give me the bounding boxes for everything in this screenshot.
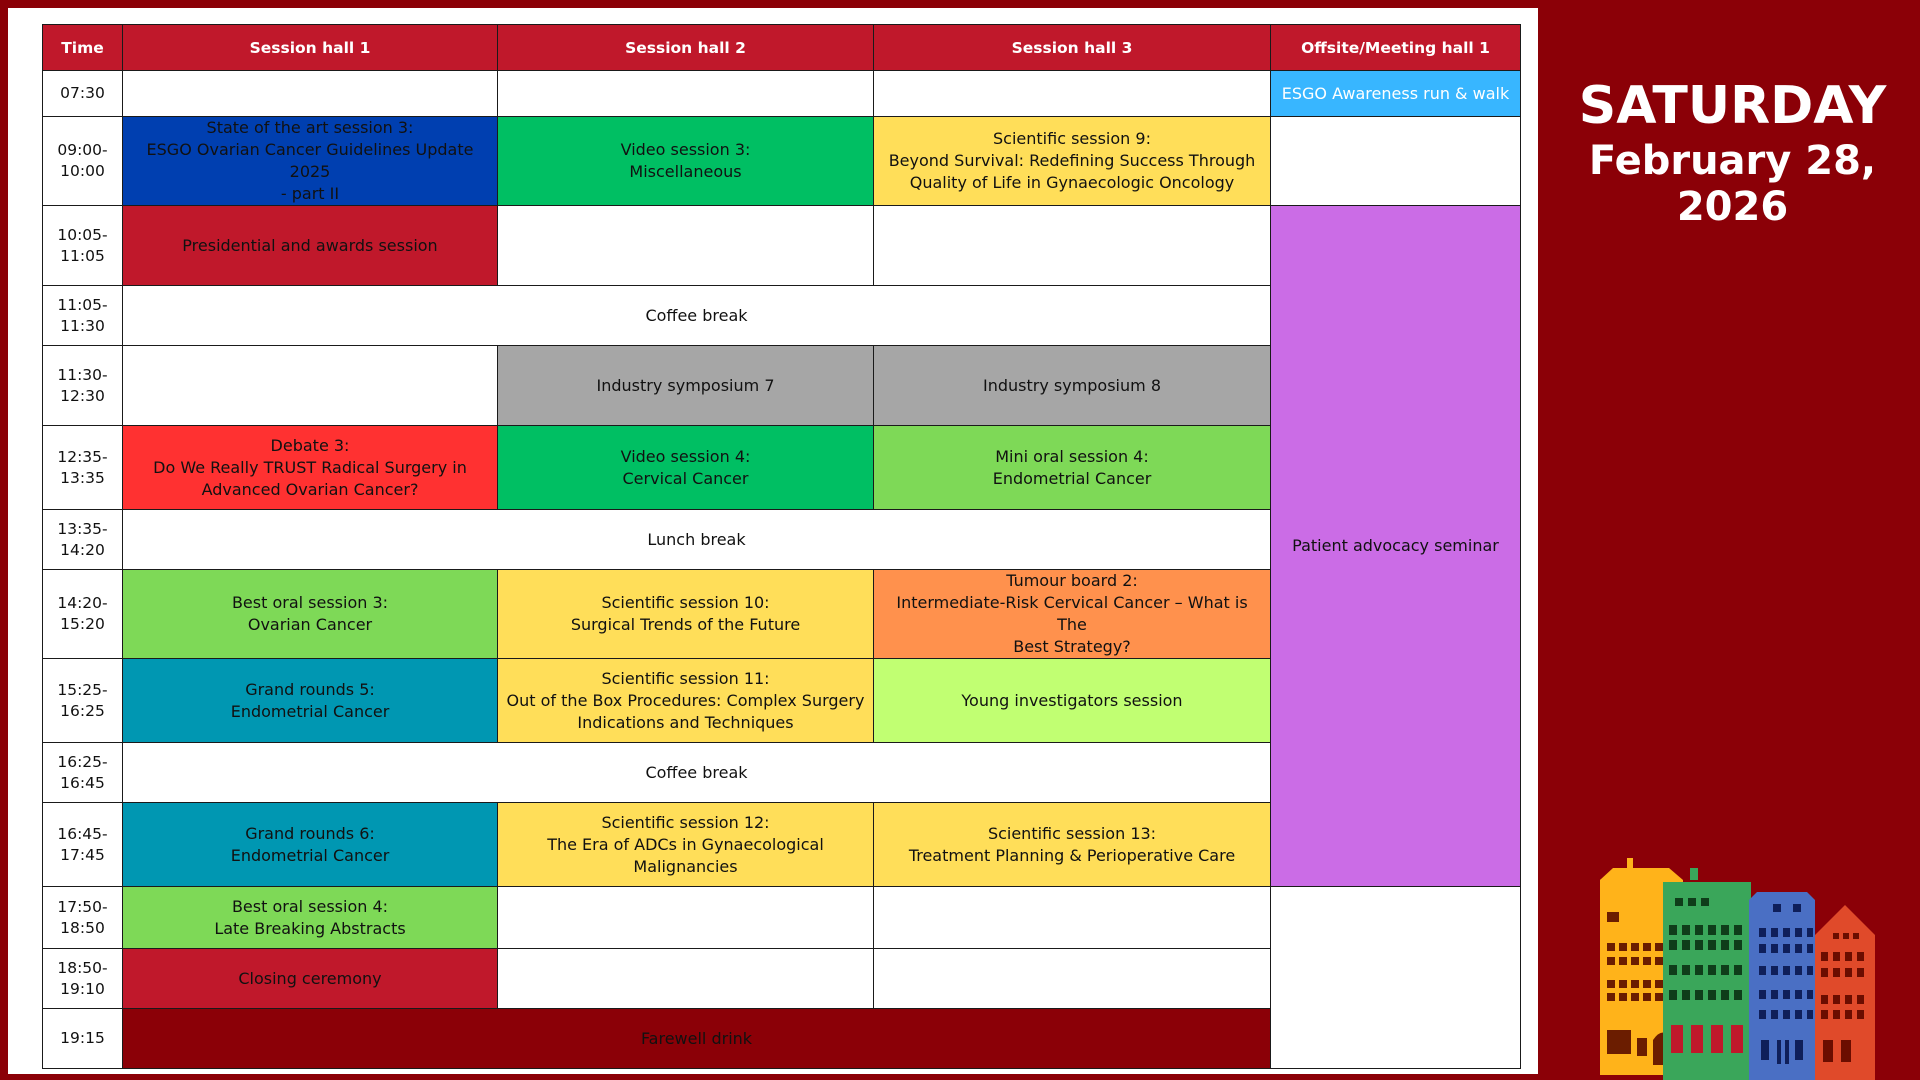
session-cell-presidential-awards[interactable] xyxy=(123,206,498,286)
session-text: The Era of ADCs in Gynaecological xyxy=(547,834,824,854)
table-row xyxy=(43,206,1521,286)
session-text: Scientific session 11: xyxy=(601,668,770,688)
session-text: Treatment Planning & Perioperative Care xyxy=(908,845,1236,865)
session-text: Tumour board 2: xyxy=(1006,571,1138,590)
green-house-icon xyxy=(1663,868,1751,1080)
session-text: Scientific session 10: xyxy=(601,593,770,612)
time-text: 16:45- xyxy=(57,824,108,843)
time-text: 16:25 xyxy=(60,701,105,720)
column-header-session-hall-1: Session hall 1 xyxy=(123,25,498,71)
session-text: Advanced Ovarian Cancer? xyxy=(201,479,419,499)
session-text: Video session 3: xyxy=(620,140,751,159)
time-text: 11:05 xyxy=(60,246,105,265)
session-cell-industry-symposium-8[interactable] xyxy=(874,346,1271,426)
column-header-time: Time xyxy=(43,25,123,71)
session-text: Presidential and awards session xyxy=(182,235,438,255)
session-text: Endometrial Cancer xyxy=(230,701,390,721)
red-house-icon xyxy=(1815,905,1875,1080)
session-cell-best-oral-session-4[interactable] xyxy=(123,887,498,949)
break-cell-coffee xyxy=(123,286,1271,346)
time-text: 18:50 xyxy=(60,918,105,937)
time-text: 16:45 xyxy=(60,773,105,792)
session-text: Late Breaking Abstracts xyxy=(214,918,406,938)
break-cell-coffee xyxy=(123,743,1271,803)
time-text: 18:50- xyxy=(57,958,108,977)
time-cell xyxy=(43,743,123,803)
session-cell-empty xyxy=(874,949,1271,1009)
time-cell xyxy=(43,803,123,887)
time-text: 11:30- xyxy=(57,365,108,384)
session-cell-patient-advocacy-seminar[interactable] xyxy=(1271,206,1521,887)
session-text: Beyond Survival: Redefining Success Through xyxy=(888,151,1256,170)
session-text: Best oral session 3: xyxy=(231,593,389,612)
session-text: Indications and Techniques xyxy=(577,712,794,732)
session-text: Debate 3: xyxy=(270,435,350,455)
column-header-session-hall-2: Session hall 2 xyxy=(498,25,874,71)
time-text: 12:35- xyxy=(57,447,108,466)
table-row xyxy=(43,71,1521,117)
break-text: Coffee break xyxy=(645,305,748,325)
session-text: Grand rounds 5: xyxy=(245,679,375,699)
session-cell-empty xyxy=(498,887,874,949)
session-text: - part II xyxy=(280,184,340,203)
session-text: State of the art session 3: xyxy=(206,118,414,137)
session-cell-grand-rounds-6[interactable] xyxy=(123,803,498,887)
time-text: 12:30 xyxy=(60,386,105,405)
session-cell-grand-rounds-5[interactable] xyxy=(123,659,498,743)
table-row xyxy=(43,887,1521,949)
session-cell-farewell-drink[interactable] xyxy=(123,1009,1271,1069)
session-cell-video-session-4[interactable] xyxy=(498,426,874,510)
header-row xyxy=(43,25,1521,71)
time-cell xyxy=(43,570,123,659)
session-text: Quality of Life in Gynaecologic Oncology xyxy=(909,173,1235,192)
session-text: Endometrial Cancer xyxy=(230,845,390,865)
sidebar xyxy=(1545,0,1920,1080)
session-cell-closing-ceremony[interactable] xyxy=(123,949,498,1009)
time-cell xyxy=(43,206,123,286)
break-text: Coffee break xyxy=(645,762,748,782)
session-cell-scientific-session-12[interactable] xyxy=(498,803,874,887)
session-text: Do We Really TRUST Radical Surgery in xyxy=(153,457,467,477)
session-text: Miscellaneous xyxy=(629,162,742,181)
session-text: Out of the Box Procedures: Complex Surgery xyxy=(506,690,865,710)
session-text: Industry symposium 8 xyxy=(982,375,1161,395)
session-text: Grand rounds 6: xyxy=(245,823,375,843)
session-cell-empty xyxy=(498,206,874,286)
time-text: 17:45 xyxy=(60,845,105,864)
session-text: Best oral session 4: xyxy=(231,896,389,916)
time-cell xyxy=(43,426,123,510)
houses-illustration xyxy=(1545,840,1920,1080)
time-text: 10:00 xyxy=(60,162,105,180)
time-text: 19:15 xyxy=(60,1029,105,1047)
time-text: 15:20 xyxy=(60,615,105,633)
session-cell-best-oral-session-3[interactable] xyxy=(123,570,498,659)
session-text: Intermediate-Risk Cervical Cancer – What is The xyxy=(896,593,1248,634)
blue-house-icon xyxy=(1749,892,1815,1080)
time-text: 10:05- xyxy=(57,225,108,244)
session-text: Cervical Cancer xyxy=(622,468,749,488)
session-cell-scientific-session-10[interactable] xyxy=(498,570,874,659)
time-text: 13:35- xyxy=(57,519,108,538)
session-cell-empty xyxy=(498,71,874,117)
session-text: Closing ceremony xyxy=(238,968,382,988)
time-cell xyxy=(43,346,123,426)
session-cell-empty xyxy=(874,71,1271,117)
time-cell xyxy=(43,1009,123,1069)
time-text: 15:25- xyxy=(57,680,108,699)
session-cell-tumour-board-2[interactable] xyxy=(874,570,1271,659)
session-cell-state-of-the-art-3[interactable] xyxy=(123,117,498,206)
session-cell-scientific-session-13[interactable] xyxy=(874,803,1271,887)
time-text: 16:25- xyxy=(57,752,108,771)
session-text: Endometrial Cancer xyxy=(992,468,1152,488)
session-text: Surgical Trends of the Future xyxy=(570,615,801,634)
session-cell-empty xyxy=(874,206,1271,286)
day-title: SATURDAY xyxy=(1578,76,1887,136)
session-text: Farewell drink xyxy=(640,1028,753,1048)
table-row xyxy=(43,117,1521,206)
session-cell-empty xyxy=(123,71,498,117)
time-text: 17:50- xyxy=(57,897,108,916)
session-cell-video-session-3[interactable] xyxy=(498,117,874,206)
time-cell xyxy=(43,117,123,206)
time-text: 11:05- xyxy=(57,295,108,314)
time-cell xyxy=(43,659,123,743)
time-text: 13:35 xyxy=(60,468,105,487)
time-cell xyxy=(43,510,123,570)
session-text: Scientific session 13: xyxy=(987,823,1157,843)
session-text: ESGO Awareness run & walk xyxy=(1281,83,1510,103)
time-text: 11:30 xyxy=(60,316,105,335)
schedule-table xyxy=(42,24,1521,1069)
session-text: ESGO Ovarian Cancer Guidelines Update 2025 xyxy=(146,140,474,181)
break-text: Lunch break xyxy=(647,529,746,549)
session-text: Industry symposium 7 xyxy=(596,375,775,395)
session-text: Best Strategy? xyxy=(1013,637,1131,656)
column-header-offsite: Offsite/Meeting hall 1 xyxy=(1271,25,1521,71)
session-cell-scientific-session-9[interactable] xyxy=(874,117,1271,206)
time-text: 14:20- xyxy=(57,594,108,612)
session-text: Mini oral session 4: xyxy=(995,446,1149,466)
time-text: 09:00- xyxy=(57,141,108,159)
session-cell-industry-symposium-7[interactable] xyxy=(498,346,874,426)
session-cell-mini-oral-session-4[interactable] xyxy=(874,426,1271,510)
time-text: 19:10 xyxy=(60,979,105,998)
session-cell-empty xyxy=(874,887,1271,949)
session-text: Ovarian Cancer xyxy=(247,615,373,634)
session-cell-debate-3[interactable] xyxy=(123,426,498,510)
session-text: Scientific session 12: xyxy=(601,812,770,832)
session-cell-empty xyxy=(1271,887,1521,1069)
time-cell xyxy=(43,887,123,949)
session-cell-young-investigators[interactable] xyxy=(874,659,1271,743)
session-cell-scientific-session-11[interactable] xyxy=(498,659,874,743)
session-cell-empty xyxy=(1271,117,1521,206)
session-text: Scientific session 9: xyxy=(993,129,1151,148)
session-text: Young investigators session xyxy=(961,690,1183,710)
schedule-panel xyxy=(8,8,1538,1074)
time-text: 14:20 xyxy=(60,540,105,559)
column-header-session-hall-3: Session hall 3 xyxy=(874,25,1271,71)
time-cell xyxy=(43,286,123,346)
break-cell-lunch xyxy=(123,510,1271,570)
session-text: Malignancies xyxy=(633,856,738,876)
session-cell-empty xyxy=(123,346,498,426)
time-cell xyxy=(43,949,123,1009)
session-text: Video session 4: xyxy=(620,446,751,466)
time-text: 07:30 xyxy=(60,84,105,102)
session-cell-empty xyxy=(498,949,874,1009)
time-cell xyxy=(43,71,123,117)
date-title: February 28, 2026 xyxy=(1588,138,1877,230)
session-cell-awareness-run[interactable] xyxy=(1271,71,1521,117)
session-text: Patient advocacy seminar xyxy=(1292,536,1499,555)
